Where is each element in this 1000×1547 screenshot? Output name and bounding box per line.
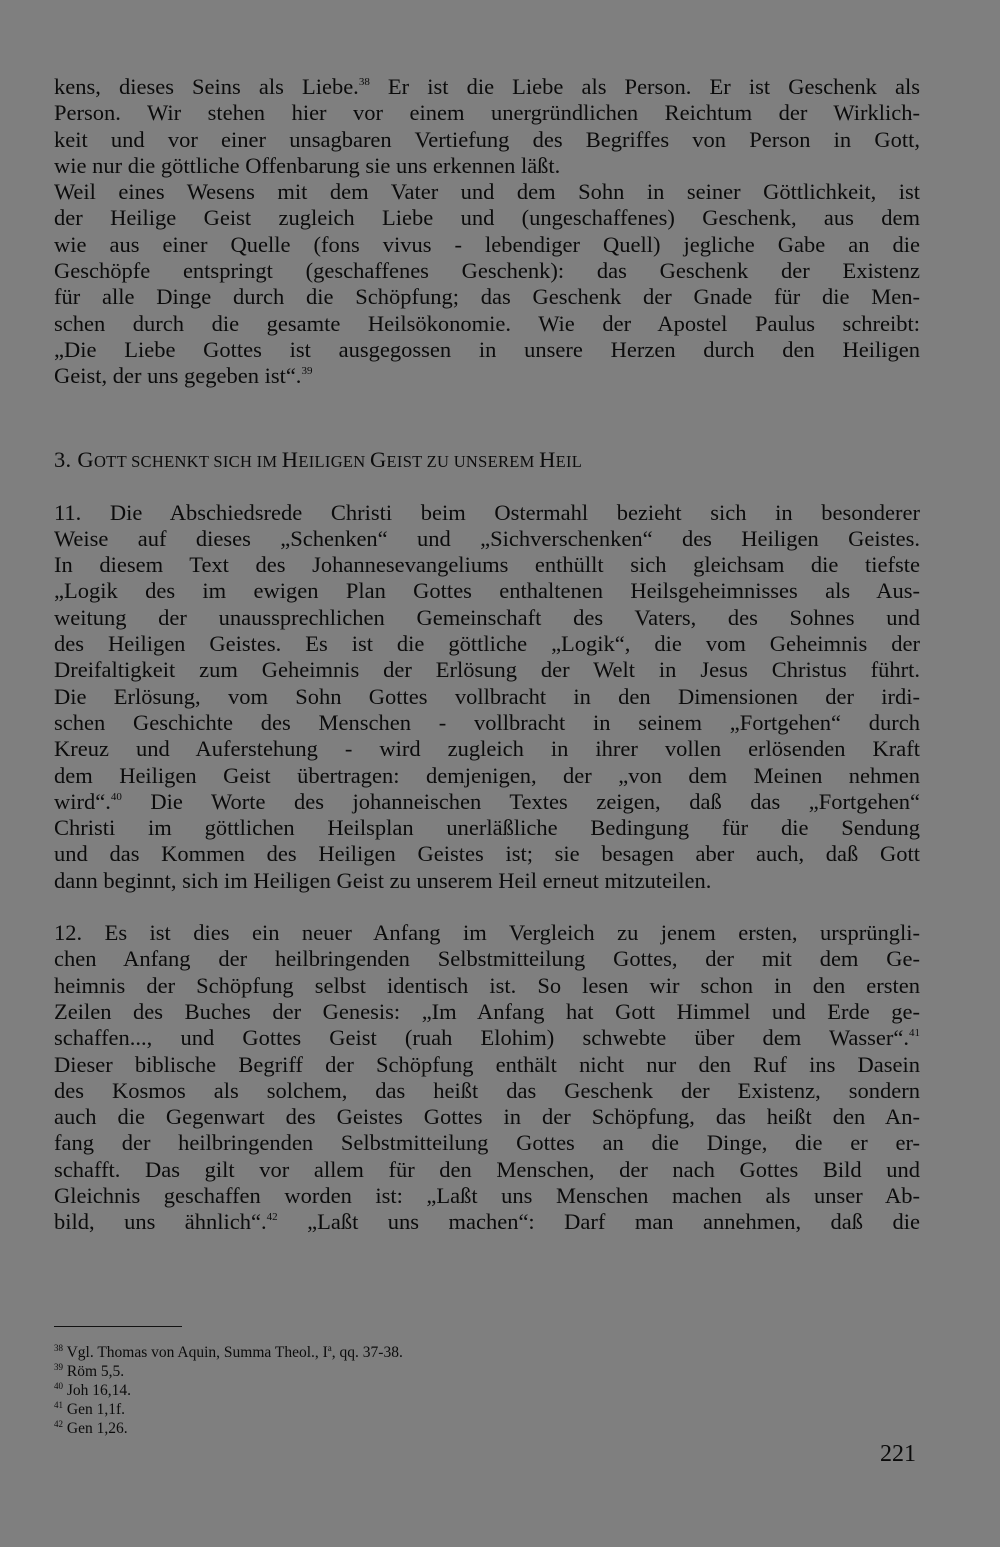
text-line: schen Geschichte des Menschen - vollbracht in seinem „Fortgehen“ durch — [54, 709, 920, 735]
text-line: Person. Wir stehen hier vor einem unergründlichen Reichtum der Wirklich- — [54, 100, 920, 126]
text-line: weitung der unaussprechlichen Gemeinschaft des Vaters, des Sohnes und — [54, 604, 920, 630]
footnote-marker: 41 — [909, 1027, 920, 1040]
footnote-item: $^{38}$ Vgl. Thomas von Aquin, Summa Theol., $I^a$, qq. 37-38. — [54, 1343, 403, 1361]
paragraph-11 — [54, 500, 920, 894]
text-line: schen durch die gesamte Heilsökonomie. Wie der Apostel Paulus schreibt: — [54, 310, 920, 336]
footnote-item: $^{39}$ Röm 5,5. — [54, 1362, 125, 1380]
text-line: auch die Gegenwart des Geistes Gottes in der Schöpfung, das heißt den An- — [54, 1104, 920, 1130]
text-line: „Die Liebe Gottes ist ausgegossen in unsere Herzen durch den Heiligen — [54, 336, 920, 362]
footnote-marker: 42 — [266, 1211, 278, 1224]
text-line: dem Heiligen Geist übertragen: demjenigen, der „von dem Meinen nehmen — [54, 762, 920, 788]
text-line: „Logik des im ewigen Plan Gottes enthaltenen Heilsgeheimnisses als Aus- — [54, 578, 920, 604]
text-line: des Heiligen Geistes. Es ist die göttliche „Logik“, die vom Geheimnis der — [54, 631, 920, 657]
text-line: chen Anfang der heilbringenden Selbstmitteilung Gottes, der mit dem Ge- — [54, 946, 920, 972]
section-heading: 3. GOTT SCHENKT SICH IM HEILIGEN GEIST ZU UNSEREM HEIL — [54, 446, 583, 472]
text-line: Christi im göttlichen Heilsplan unerläßliche Bedingung für die Sendung — [54, 815, 920, 841]
text-line: 11. Die Abschiedsrede Christi beim Ostermahl bezieht sich in besonderer — [54, 499, 920, 525]
text-line: bild, uns ähnlich“.$^{42}$ „Laßt uns machen“: Darf man annehmen, daß die — [54, 1209, 920, 1235]
footnote-item: $^{40}$ Joh 16,14. — [54, 1381, 132, 1399]
footnote-item: $^{41}$ Gen 1,1f. — [54, 1400, 125, 1418]
text-line: wie aus einer Quelle (fons vivus - lebendiger Quell) jegliche Gabe an die — [54, 231, 920, 257]
text-line: Weise auf dieses „Schenken“ und „Sichverschenken“ des Heiligen Geistes. — [54, 525, 920, 551]
text-line: wie nur die göttliche Offenbarung sie uns erkennen läßt. — [54, 152, 561, 178]
text-line: für alle Dinge durch die Schöpfung; das Geschenk der Gnade für die Men- — [54, 284, 920, 310]
text-line: Dreifaltigkeit zum Geheimnis der Erlösung der Welt in Jesus Christus führt. — [54, 657, 920, 683]
text-line: Geist, der uns gegeben ist“.$^{39}$ — [54, 363, 313, 389]
text-line: der Heilige Geist zugleich Liebe und (ungeschaffenes) Geschenk, aus dem — [54, 205, 920, 231]
footnote-marker: 38 — [358, 76, 370, 88]
text-line: Gleichnis geschaffen worden ist: „Laßt uns Menschen machen als unser Ab- — [54, 1182, 920, 1208]
text-line: Die Erlösung, vom Sohn Gottes vollbracht in den Dimensionen der irdi- — [54, 683, 920, 709]
page-body — [54, 74, 920, 1236]
text-line: Geschöpfe entspringt (geschaffenes Geschenk): das Geschenk der Existenz — [54, 258, 920, 284]
text-line: schafft. Das gilt vor allem für den Menschen, der nach Gottes Bild und — [54, 1156, 920, 1182]
text-line: schaffen..., und Gottes Geist (ruah Elohim) schwebte über dem Wasser“.$^{41}$ — [54, 1025, 920, 1051]
text-line: und das Kommen des Heiligen Geistes ist; sie besagen aber auch, daß Gott — [54, 841, 920, 867]
footnote-item: $^{42}$ Gen 1,26. — [54, 1419, 128, 1437]
text-line: Weil eines Wesens mit dem Vater und dem Sohn in seiner Göttlichkeit, ist — [54, 179, 920, 205]
text-line: In diesem Text des Johannesevangeliums enthüllt sich gleichsam die tiefste — [54, 552, 920, 578]
text-line: keit und vor einer unsagbaren Vertiefung des Begriffes von Person in Gott, — [54, 126, 920, 152]
footnotes — [54, 1343, 403, 1438]
intro-paragraph — [54, 74, 920, 390]
text-line: des Kosmos als solchem, das heißt das Geschenk der Existenz, sondern — [54, 1077, 920, 1103]
text-line: wird“.$^{40}$ Die Worte des johanneischen Textes zeigen, daß das „Fortgehen“ — [54, 788, 920, 814]
text-line: Kreuz und Auferstehung - wird zugleich in ihrer vollen erlösenden Kraft — [54, 736, 920, 762]
footnote-marker: 39 — [301, 365, 313, 378]
text-line: kens, dieses Seins als Liebe.$^{38}$ Er ist die Liebe als Person. Er ist Geschenk als — [54, 74, 920, 99]
footnote-marker: 40 — [110, 790, 122, 803]
text-line: Dieser biblische Begriff der Schöpfung enthält nicht nur den Ruf ins Dasein — [54, 1051, 920, 1077]
footnote-divider — [54, 1326, 182, 1327]
text-line: 12. Es ist dies ein neuer Anfang im Vergleich zu jenem ersten, ursprüngli- — [54, 920, 920, 946]
text-line: dann beginnt, sich im Heiligen Geist zu unserem Heil erneut mitzuteilen. — [54, 867, 712, 893]
page-number: 221 — [880, 1441, 916, 1467]
text-line: Zeilen des Buches der Genesis: „Im Anfang hat Gott Himmel und Erde ge- — [54, 998, 920, 1024]
text-line: heimnis der Schöpfung selbst identisch ist. So lesen wir schon in den ersten — [54, 972, 920, 998]
paragraph-gap — [54, 894, 920, 920]
text-line: fang der heilbringenden Selbstmitteilung Gottes an die Dinge, die er er- — [54, 1130, 920, 1156]
paragraph-12 — [54, 920, 920, 1236]
